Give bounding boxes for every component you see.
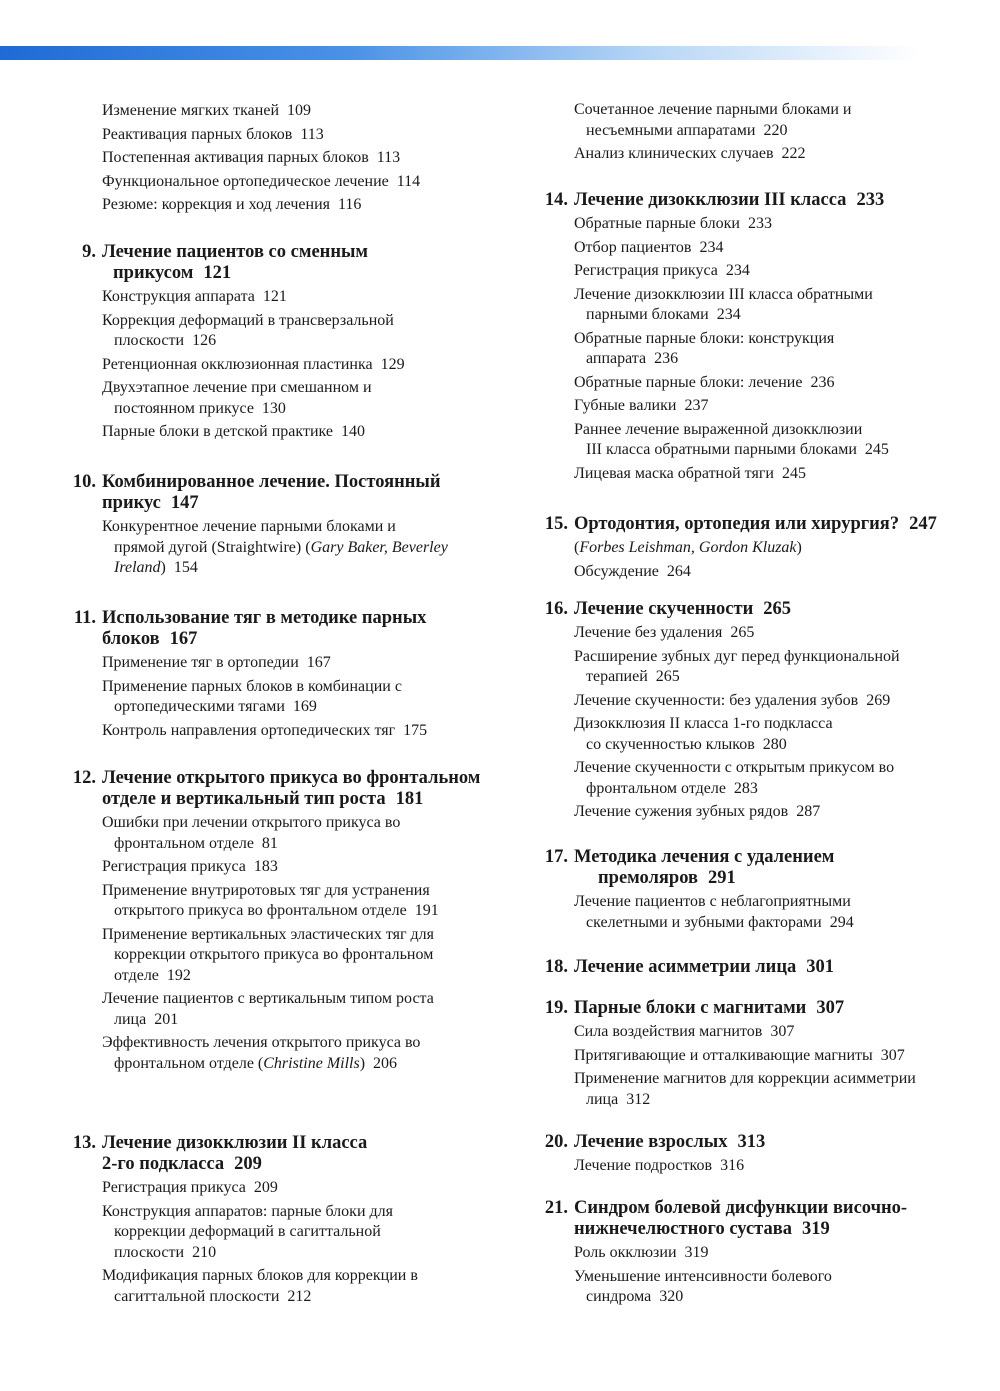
toc-entry[interactable]: Обратные парные блоки 233 bbox=[574, 215, 772, 232]
toc-entry[interactable]: Лечение без удаления 265 bbox=[574, 624, 755, 641]
toc-entry[interactable]: Ошибки при лечении открытого прикуса во фронтальном отделе 81 bbox=[102, 814, 401, 852]
toc-entry[interactable]: Лечение пациентов с неблагоприятными скелетными и зубными факторами 294 bbox=[574, 893, 854, 931]
toc-entry[interactable]: Лечение скученности: без удаления зубов 269 bbox=[574, 691, 891, 709]
toc-entry[interactable]: Функциональное ортопедическое лечение 114 bbox=[102, 172, 421, 190]
toc-chapter-18 bbox=[532, 957, 982, 978]
toc-chapter-19 bbox=[532, 998, 982, 1110]
toc-entry[interactable]: Сочетанное лечение парными блоками и несъемными аппаратами 220 bbox=[574, 101, 852, 139]
toc-entry[interactable]: Анализ клинических случаев 222 bbox=[574, 145, 806, 162]
toc-entry[interactable]: Дизокклюзия II класса 1-го подкласса со скученностью клыков 280 bbox=[574, 715, 833, 753]
toc-entry[interactable]: Конструкция аппаратов: парные блоки для коррекции деформаций в сагиттальной плоскости 210 bbox=[102, 1202, 393, 1261]
toc-entry[interactable]: Лечение дизокклюзии III класса обратными парными блоками 234 bbox=[574, 285, 873, 323]
toc-entry[interactable]: Применение внутриротовых тяг для устранения открытого прикуса во фронтальном отделе 191 bbox=[102, 881, 439, 919]
toc-entry[interactable]: Лечение сужения зубных рядов 287 bbox=[574, 803, 821, 820]
toc-entry[interactable]: Ретенционная окклюзионная пластинка 129 bbox=[102, 355, 405, 373]
toc-entry[interactable]: Применение тяг в ортопедии 167 bbox=[102, 654, 331, 671]
toc-entry[interactable]: Губные валики 237 bbox=[574, 397, 709, 414]
toc-entry[interactable]: Применение магнитов для коррекции асимметрии лица 312 bbox=[574, 1070, 916, 1108]
toc-entry[interactable]: Эффективность лечения открытого прикуса во фронтальном отделе (Christine Mills) 206 bbox=[102, 1034, 421, 1072]
toc-entry[interactable]: Модификация парных блоков для коррекции в сагиттальной плоскости 212 bbox=[102, 1267, 418, 1305]
toc-entry[interactable]: Лечение пациентов с вертикальным типом роста лица 201 bbox=[102, 990, 434, 1028]
toc-entry[interactable]: Раннее лечение выраженной дизокклюзии III класса обратными парными блоками 245 bbox=[574, 420, 889, 458]
toc-chapter-13 bbox=[60, 1133, 520, 1307]
toc-entry[interactable]: Отбор пациентов 234 bbox=[574, 238, 724, 256]
toc-entry[interactable]: Уменьшение интенсивности болевого синдрома 320 bbox=[574, 1267, 832, 1305]
chapter-heading[interactable]: 11. Использование тяг в методике парных блоков 167 bbox=[73, 608, 427, 649]
toc-entry[interactable]: Расширение зубных дуг перед функциональной терапией 265 bbox=[574, 647, 900, 685]
toc-chapter-16 bbox=[532, 599, 982, 823]
toc-chapter-21 bbox=[532, 1198, 982, 1308]
toc-chapter-14 bbox=[532, 190, 982, 484]
chapter-heading[interactable]: 18. Лечение асимметрии лица 301 bbox=[544, 957, 834, 977]
toc-entry[interactable]: Двухэтапное лечение при смешанном и постоянном прикусе 130 bbox=[102, 379, 372, 417]
toc-entry[interactable]: Лечение подростков 316 bbox=[574, 1157, 745, 1174]
chapter-heading[interactable]: 20. Лечение взрослых 313 bbox=[544, 1132, 766, 1152]
toc-entry[interactable]: Обратные парные блоки: конструкция аппарата 236 bbox=[574, 329, 835, 367]
toc-entry[interactable]: Сила воздействия магнитов 307 bbox=[574, 1023, 795, 1040]
chapter-heading[interactable]: 10. Комбинированное лечение. Постоянный прикус 147 bbox=[72, 472, 441, 513]
toc-entry[interactable]: Притягивающие и отталкивающие магниты 307 bbox=[574, 1046, 905, 1064]
chapter-heading[interactable]: 12. Лечение открытого прикуса во фронтальном отделе и вертикальный тип роста 181 bbox=[72, 768, 481, 809]
chapter-heading[interactable]: 15. Ортодонтия, ортопедия или хирургия? 247 bbox=[544, 514, 937, 534]
chapter-heading[interactable]: 17. Методика лечения с удалением премоляров 291 bbox=[544, 847, 835, 888]
toc-entry[interactable]: Изменение мягких тканей 109 bbox=[102, 102, 311, 119]
toc-entry[interactable]: Резюме: коррекция и ход лечения 116 bbox=[102, 196, 362, 213]
chapter-heading[interactable]: 14. Лечение дизокклюзии III класса 233 bbox=[544, 190, 885, 210]
chapter-heading[interactable]: 13. Лечение дизокклюзии II класса 2-го подкласса 209 bbox=[72, 1133, 368, 1174]
toc-entry[interactable]: Реактивация парных блоков 113 bbox=[102, 125, 324, 143]
toc-entry[interactable]: Коррекция деформаций в трансверзальной плоскости 126 bbox=[102, 311, 394, 349]
header-gradient-bar bbox=[0, 46, 1000, 60]
toc-continued-group bbox=[60, 101, 520, 216]
chapter-heading[interactable]: 19. Парные блоки с магнитами 307 bbox=[544, 998, 845, 1018]
toc-chapter-17 bbox=[532, 847, 982, 933]
toc-entry[interactable]: Обратные парные блоки: лечение 236 bbox=[574, 373, 835, 391]
toc-entry[interactable]: Применение парных блоков в комбинации с ортопедическими тягами 169 bbox=[102, 677, 402, 715]
toc-chapter-12 bbox=[60, 768, 520, 1074]
chapter-heading[interactable]: 9. Лечение пациентов со сменным прикусом 121 bbox=[82, 242, 369, 283]
toc-chapter-10 bbox=[60, 472, 520, 579]
toc-chapter-11 bbox=[60, 608, 520, 741]
chapter-authors: (Forbes Leishman, Gordon Kluzak) bbox=[574, 539, 802, 556]
toc-entry[interactable]: Лицевая маска обратной тяги 245 bbox=[574, 464, 806, 482]
toc-entry[interactable]: Контроль направления ортопедических тяг 175 bbox=[102, 721, 428, 739]
toc-continued-group bbox=[532, 100, 982, 165]
toc-entry[interactable]: Регистрация прикуса 209 bbox=[102, 1179, 278, 1196]
toc-entry[interactable]: Постепенная активация парных блоков 113 bbox=[102, 149, 401, 166]
toc-entry[interactable]: Роль окклюзии 319 bbox=[574, 1244, 709, 1261]
toc-entry[interactable]: Парные блоки в детской практике 140 bbox=[102, 423, 365, 440]
toc-chapter-9 bbox=[60, 242, 520, 443]
toc-entry[interactable]: Регистрация прикуса 183 bbox=[102, 858, 278, 875]
toc-entry[interactable]: Конкурентное лечение парными блоками и прямой дугой (Straightwire) (Gary Baker, Beverley Ireland) 154 bbox=[102, 518, 448, 576]
chapter-heading[interactable]: 16. Лечение скученности 265 bbox=[544, 599, 791, 619]
toc-entry[interactable]: Обсуждение 264 bbox=[574, 562, 691, 580]
toc-entry[interactable]: Применение вертикальных эластических тяг для коррекции открытого прикуса во фронтальном отделе 192 bbox=[102, 925, 434, 984]
toc-chapter-20 bbox=[532, 1132, 982, 1177]
toc-chapter-15 bbox=[532, 514, 982, 582]
toc-entry[interactable]: Лечение скученности с открытым прикусом во фронтальном отделе 283 bbox=[574, 759, 895, 797]
toc-entry[interactable]: Конструкция аппарата 121 bbox=[102, 288, 287, 305]
chapter-heading[interactable]: 21. Синдром болевой дисфункции височно- нижнечелюстного сустава 319 bbox=[544, 1198, 908, 1239]
toc-entry[interactable]: Регистрация прикуса 234 bbox=[574, 262, 750, 279]
